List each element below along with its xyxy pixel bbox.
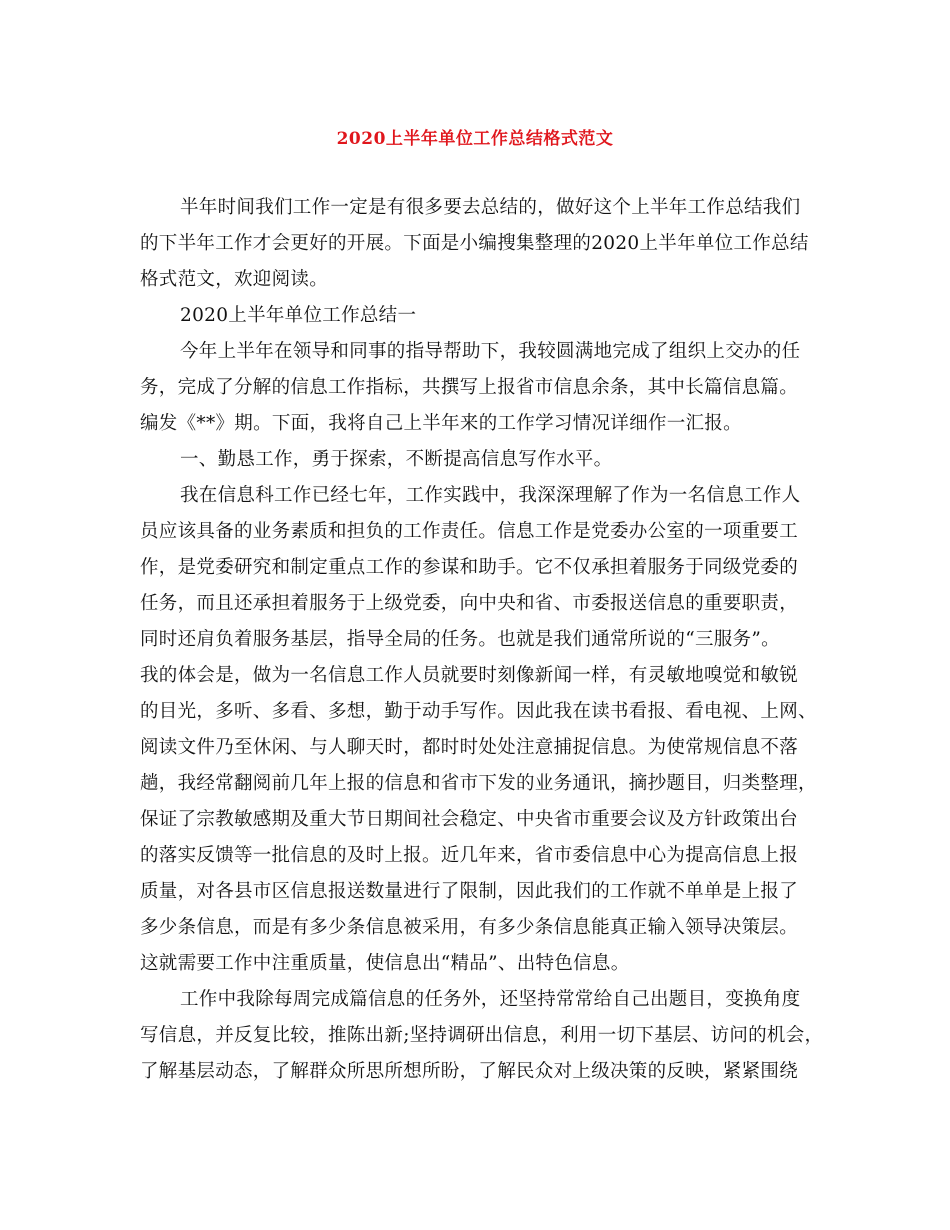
paragraph-line: 半年时间我们工作一定是有很多要去总结的，做好这个上半年工作总结我们 [180,197,801,218]
paragraph-line: 这就需要工作中注重质量，使信息出“精品”、出特色信息。 [140,953,630,974]
document-title: 2020上半年单位工作总结格式范文 [336,129,614,149]
paragraph-line: 作，是党委研究和制定重点工作的参谋和助手。它不仅承担着服务于同级党委的 [140,557,799,578]
paragraph-line: 今年上半年在领导和同事的指导帮助下，我较圆满地完成了组织上交办的任 [180,341,801,362]
paragraph-line: 同时还肩负着服务基层，指导全局的任务。也就是我们通常所说的“三服务”。 [140,629,780,650]
paragraph-line: 工作中我除每周完成篇信息的任务外，还坚持常常给自己出题目，变换角度 [180,989,801,1010]
paragraph-line: 质量，对各县市区信息报送数量进行了限制，因此我们的工作就不单单是上报了 [140,881,799,902]
paragraph-line: 趟，我经常翻阅前几年上报的信息和省市下发的业务通讯，摘抄题目，归类整理， [140,773,817,794]
paragraph-line: 阅读文件乃至休闲、与人聊天时，都时时处处注意捕捉信息。为使常规信息不落 [140,737,799,758]
paragraph-line: 编发《**》期。下面，我将自己上半年来的工作学习情况详细作一汇报。 [140,413,742,434]
paragraph-line: 多少条信息，而是有多少条信息被采用，有多少条信息能真正输入领导决策层。 [140,917,799,938]
paragraph-line: 格式范文，欢迎阅读。 [140,269,329,290]
paragraph-line: 我的体会是，做为一名信息工作人员就要时刻像新闻一样，有灵敏地嗅觉和敏锐 [140,665,799,686]
paragraph-line: 保证了宗教敏感期及重大节日期间社会稳定、中央省市重要会议及方针政策出台 [140,809,799,830]
paragraph-line: 写信息，并反复比较，推陈出新;坚持调研出信息，利用一切下基层、访问的机会， [140,1025,824,1046]
paragraph-line: 我在信息科工作已经七年，工作实践中，我深深理解了作为一名信息工作人 [180,485,801,506]
paragraph-line: 了解基层动态，了解群众所思所想所盼，了解民众对上级决策的反映，紧紧围绕 [140,1061,799,1082]
section-heading: 一、勤恳工作，勇于探索，不断提高信息写作水平。 [180,449,613,470]
paragraph-line: 务，完成了分解的信息工作指标，共撰写上报省市信息余条，其中长篇信息篇。 [140,377,799,398]
section-heading: 2020上半年单位工作总结一 [180,305,417,326]
paragraph-line: 的目光，多听、多看、多想，勤于动手写作。因此我在读书看报、看电视、上网、 [140,701,817,722]
paragraph-line: 的下半年工作才会更好的开展。下面是小编搜集整理的2020上半年单位工作总结 [140,233,809,254]
paragraph-line: 员应该具备的业务素质和担负的工作责任。信息工作是党委办公室的一项重要工 [140,521,799,542]
paragraph-line: 的落实反馈等一批信息的及时上报。近几年来，省市委信息中心为提高信息上报 [140,845,799,866]
paragraph-line: 任务，而且还承担着服务于上级党委，向中央和省、市委报送信息的重要职责， [140,593,799,614]
